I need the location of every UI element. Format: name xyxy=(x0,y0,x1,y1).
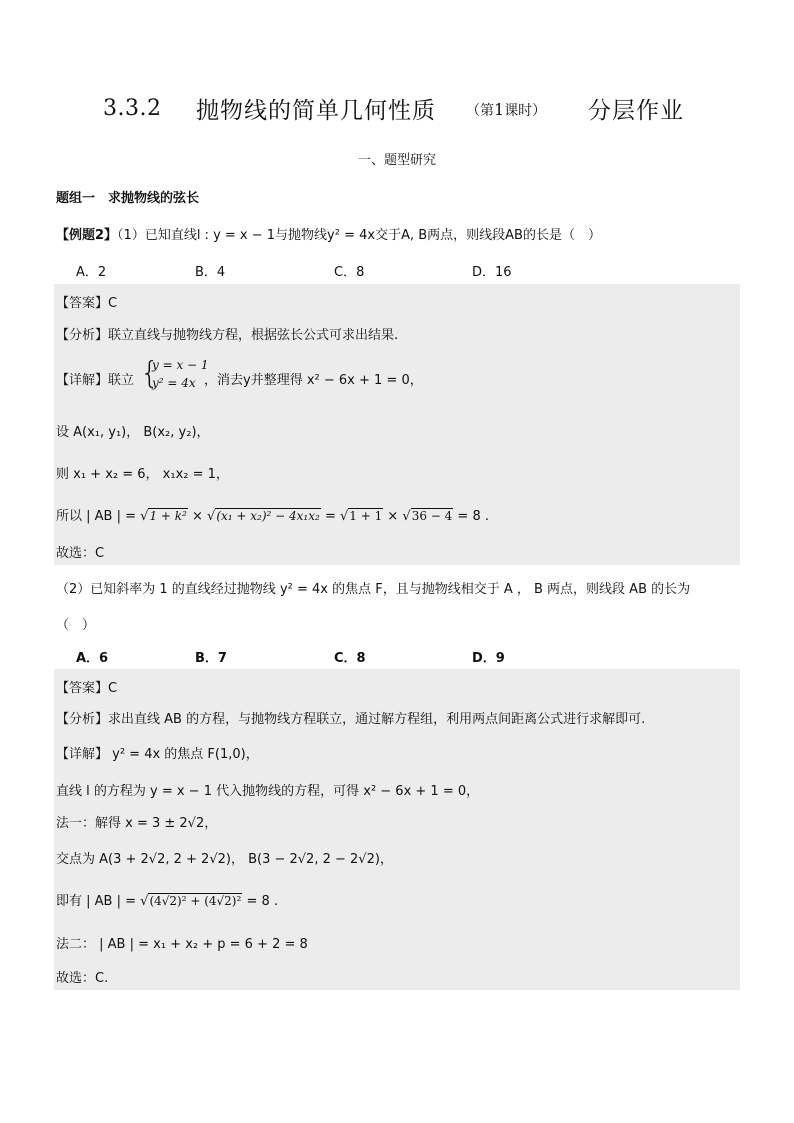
section-title: 一、题型研究 xyxy=(357,153,436,168)
q2-length xyxy=(56,890,278,909)
q2-method-1: 法一：解得 x = 3 ± 2√2， xyxy=(56,816,218,831)
q2-points: 交点为 A(3 + 2√2, 2 + 2√2)， B(3 − 2√2, 2 − 2√2)， xyxy=(56,852,393,867)
title-sub-number: 1 xyxy=(494,100,505,119)
q2-length-sqrt: (4√2)² + (4√2)² xyxy=(149,894,242,908)
example-label: 【例题2】 xyxy=(56,228,118,243)
title-tail: 分层作业 xyxy=(588,98,684,124)
q1-step3-sqrt-2: (x₁ + x₂)² − 4x₁x₂ xyxy=(216,509,320,523)
question-2-line-1: （2）已知斜率为 1 的直线经过抛物线 y² = 4x 的焦点 F，且与抛物线相交于 A ， B 两点，则线段 AB 的长为 xyxy=(56,582,691,597)
sqrt-sign: √ xyxy=(207,509,216,524)
q1-step3-result: = 8 . xyxy=(453,509,489,524)
question-1 xyxy=(56,224,601,243)
sqrt-sign: √ xyxy=(140,894,149,909)
question-2-line-2: （ ） xyxy=(56,618,96,633)
q2-detail: 【详解】 y² = 4x 的焦点 F(1,0)， xyxy=(56,747,259,762)
title-sub-close: 课时） xyxy=(504,103,547,119)
q2-analysis: 【分析】求出直线 AB 的方程，与抛物线方程联立，通过解方程组，利用两点间距离公式进行求解即可. xyxy=(56,712,646,727)
sqrt-sign: √ xyxy=(402,509,411,524)
title-sub-open: （第 xyxy=(466,103,494,119)
q2-option-d: D．9 xyxy=(472,651,505,666)
q1-step3-prefix: 所以 | AB | = xyxy=(56,509,141,524)
q1-analysis: 【分析】联立直线与抛物线方程，根据弦长公式可求出结果. xyxy=(56,328,399,343)
system-brace: { xyxy=(140,356,160,391)
sqrt-sign: √ xyxy=(339,509,349,524)
q1-answer: 【答案】C xyxy=(56,296,118,311)
q1-option-c: C．8 xyxy=(334,265,365,280)
q1-step3-eq: = xyxy=(320,509,340,524)
worksheet-title xyxy=(0,92,794,124)
sqrt-sign: √ xyxy=(140,509,149,524)
q1-option-b: B．4 xyxy=(195,265,226,280)
q2-option-a: A．6 xyxy=(76,651,109,666)
q1-step-2: 则 x₁ + x₂ = 6， x₁x₂ = 1， xyxy=(56,467,229,482)
q1-option-a: A．2 xyxy=(76,265,107,280)
q1-step-1: 设 A(x₁, y₁)， B(x₂, y₂)， xyxy=(56,425,210,440)
q1-detail-suffix: ，消去y并整理得 x² − 6x + 1 = 0， xyxy=(204,373,423,388)
q1-conclusion: 故选：C xyxy=(56,546,105,561)
q2-answer: 【答案】C xyxy=(56,681,118,696)
group-title: 题组一 求抛物线的弦长 xyxy=(56,191,200,206)
q1-step3-sqrt-4: 36 − 4 xyxy=(411,509,453,523)
q2-length-result: = 8 . xyxy=(242,894,279,909)
title-number: 3.3.2 xyxy=(103,96,162,121)
q2-step-1: 直线 l 的方程为 y = x − 1 代入抛物线的方程，可得 x² − 6x + 1 = 0， xyxy=(56,784,480,799)
q2-method-2: 法二： | AB | = x₁ + x₂ + p = 6 + 2 = 8 xyxy=(56,937,308,952)
question-1-text: （1）已知直线l : y = x − 1与抛物线y² = 4x交于A, B两点，则线段AB的长是（ ） xyxy=(117,228,601,243)
q1-step-3 xyxy=(56,505,489,524)
title-main: 抛物线的简单几何性质 xyxy=(196,98,436,124)
q1-option-d: D．16 xyxy=(472,265,512,280)
q1-step3-sqrt-3: 1 + 1 xyxy=(349,509,383,523)
q1-system-1: y = x − 1 xyxy=(152,358,209,372)
title-lesson xyxy=(466,100,546,120)
q1-step3-sqrt-1: 1 + k² xyxy=(149,509,187,523)
q2-conclusion: 故选：C. xyxy=(56,971,109,986)
q1-detail-prefix: 【详解】联立 xyxy=(56,373,135,388)
q1-step3-times: × xyxy=(383,509,403,524)
q2-option-c: C．8 xyxy=(334,651,366,666)
q2-option-b: B．7 xyxy=(195,651,227,666)
q2-length-prefix: 即有 | AB | = xyxy=(56,894,141,909)
q1-step3-mid: × xyxy=(187,509,208,524)
q1-system-2: y² = 4x xyxy=(152,376,196,390)
